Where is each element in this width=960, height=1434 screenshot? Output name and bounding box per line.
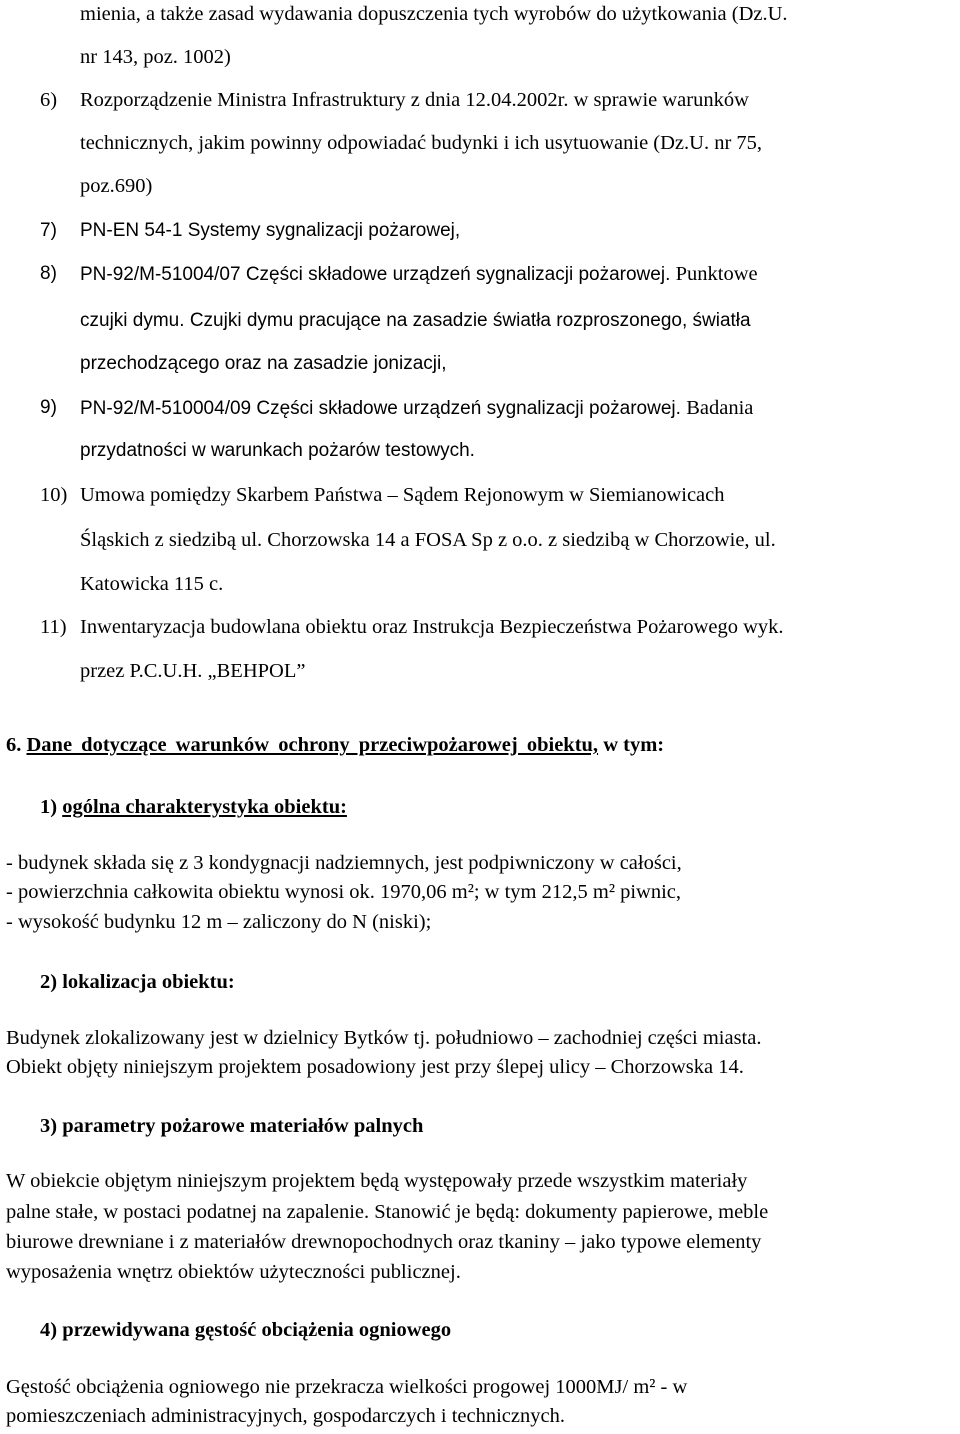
reference-item-text: przydatności w warunkach pożarów testowych. [80, 440, 475, 461]
reference-item-text: technicznych, jakim powinny odpowiadać budynki i ich usytuowanie (Dz.U. nr 75, [80, 132, 763, 154]
reference-item-text: PN-EN 54-1 Systemy sygnalizacji pożarowej, [80, 220, 461, 241]
paragraph-line: biurowe drewniane i z materiałów drewnopochodnych oraz tkaniny – jako typowe elementy [6, 1231, 762, 1253]
reference-item-text: Umowa pomiędzy Skarbem Państwa – Sądem Rejonowym w Siemianowicach [80, 484, 725, 506]
bullet-line: - budynek składa się z 3 kondygnacji nadziemnych, jest podpiwniczony w całości, [6, 852, 682, 874]
subsection-heading: 4) przewidywana gęstość obciążenia ogniowego [40, 1319, 452, 1341]
reference-continuation-line: nr 143, poz. 1002) [80, 46, 231, 68]
paragraph-line: Obiekt objęty niniejszym projektem posadowiony jest przy ślepej ulicy – Chorzowska 14. [6, 1056, 744, 1078]
reference-item-text: poz.690) [80, 175, 153, 197]
paragraph-line: W obiekcie objętym niniejszym projektem będą występowały przede wszystkim materiały [6, 1170, 748, 1192]
subsection-title: lokalizacja obiektu: [62, 971, 235, 993]
reference-item-text: Katowicka 115 c. [80, 573, 224, 595]
reference-item-text [80, 398, 753, 419]
reference-item-text: Śląskich z siedzibą ul. Chorzowska 14 a FOSA Sp z o.o. z siedzibą w Chorzowie, ul. [80, 529, 776, 551]
section-title: Dane dotyczące warunków ochrony przeciwpożarowej obiektu, [26, 734, 599, 756]
reference-item-text: przez P.C.U.H. „BEHPOL” [80, 660, 306, 682]
section-heading [6, 735, 664, 756]
paragraph-line [6, 1202, 768, 1223]
subsection-heading [40, 972, 235, 993]
reference-item-text [80, 264, 758, 285]
subsection-heading [40, 797, 347, 818]
subsection-label: 2) [40, 971, 58, 993]
reference-number: 7) [40, 220, 57, 241]
paragraph-line: pomieszczeniach administracyjnych, gospodarczych i technicznych. [6, 1405, 565, 1427]
reference-item-text-part: PN-92/M-510004/09 Części składowe urządzeń sygnalizacji pożarowej. [80, 398, 681, 419]
reference-number: 8) [40, 263, 57, 284]
bullet-line: - powierzchnia całkowita obiektu wynosi ok. 1970,06 m²; w tym 212,5 m² piwnic, [6, 881, 682, 903]
reference-item-text: Inwentaryzacja budowlana obiektu oraz Instrukcja Bezpieczeństwa Pożarowego wyk. [80, 616, 784, 638]
reference-item-text-part: Badania [686, 397, 754, 419]
subsection-heading: 3) parametry pożarowe materiałów palnych [40, 1115, 424, 1137]
reference-item-text-part: Punktowe [675, 263, 758, 285]
reference-item-text-part: Czujki dymu pracujące na zasadzie światła rozproszonego, światła [189, 310, 751, 331]
reference-number: 9) [40, 397, 57, 418]
paragraph-line-part: Stanowić je będą: dokumenty papierowe, meble [374, 1201, 769, 1223]
section-title-rest: w tym: [598, 734, 665, 756]
subsection-label: 1) [40, 796, 58, 818]
reference-item-text [80, 311, 751, 330]
paragraph-line-part: palne stałe, w postaci podatnej na zapalenie. [6, 1201, 370, 1223]
reference-number: 11) [40, 616, 67, 638]
reference-number: 10) [40, 484, 68, 506]
bullet-line: - wysokość budynku 12 m – zaliczony do N (niski); [6, 911, 432, 933]
paragraph-line: Gęstość obciążenia ogniowego nie przekracza wielkości progowej 1000MJ/ m² - w [6, 1376, 688, 1398]
reference-item-text-part: czujki dymu. [80, 310, 185, 331]
section-number: 6. [6, 734, 22, 756]
reference-item-text-part: PN-92/M-51004/07 Części składowe urządzeń sygnalizacji pożarowej. [80, 264, 671, 285]
reference-item-text: Rozporządzenie Ministra Infrastruktury z dnia 12.04.2002r. w sprawie warunków [80, 89, 749, 111]
paragraph-line: wyposażenia wnętrz obiektów użyteczności publicznej. [6, 1261, 461, 1283]
reference-continuation-line: mienia, a także zasad wydawania dopuszczenia tych wyrobów do użytkowania (Dz.U. [80, 3, 788, 25]
reference-number: 6) [40, 89, 58, 111]
paragraph-line: Budynek zlokalizowany jest w dzielnicy Bytków tj. południowo – zachodniej części miasta. [6, 1027, 762, 1049]
reference-item-text: przechodzącego oraz na zasadzie jonizacji, [80, 353, 447, 374]
subsection-title: ogólna charakterystyka obiektu: [62, 796, 347, 818]
